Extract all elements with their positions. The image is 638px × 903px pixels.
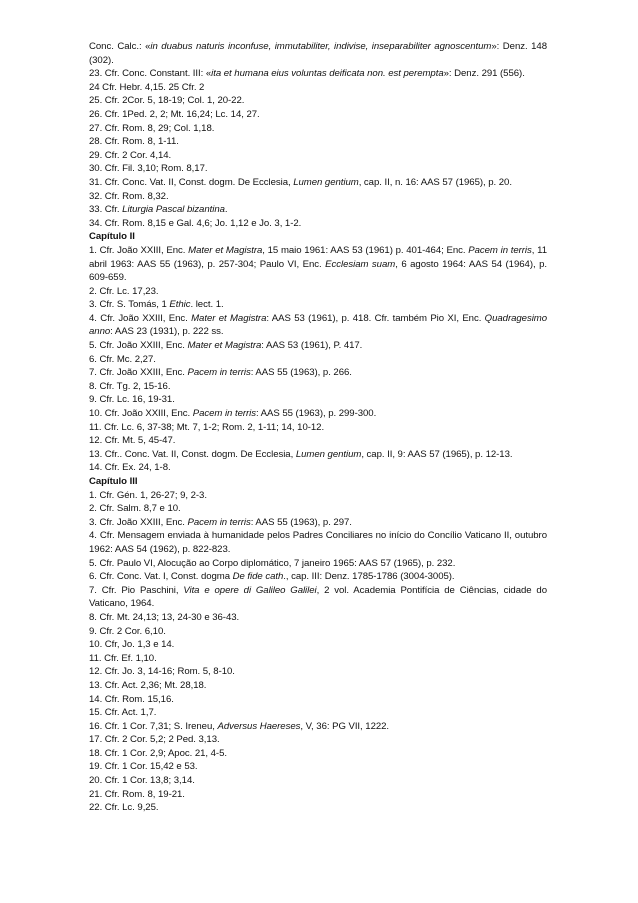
italic-title: ita et humana eius voluntas deificata non. est perempta xyxy=(211,68,444,80)
note-text: , 2 vol. Academia Pontifícia de Ciências, cidade do Vaticano, 1964. xyxy=(89,584,548,610)
note-text: , cap. II, n. 16: AAS 57 (1965), p. 20. xyxy=(358,176,512,188)
footnote-entry xyxy=(89,625,547,639)
note-text: 22. Cfr. Lc. 9,25. xyxy=(89,802,159,814)
note-text: 3. Cfr. João XXIII, Enc. xyxy=(89,516,188,528)
footnote-entry xyxy=(89,135,547,149)
note-text: 9. Cfr. Lc. 16, 19-31. xyxy=(89,394,175,406)
italic-title: Mater et Magistra xyxy=(191,312,267,324)
note-text: 18. Cfr. 1 Cor. 2,9; Apoc. 21, 4-5. xyxy=(89,747,227,759)
footnote-entry xyxy=(89,176,547,190)
note-text: . xyxy=(224,204,228,216)
note-text: 6. Cfr. Mc. 2,27. xyxy=(89,353,156,365)
italic-title: Ethic xyxy=(169,299,191,311)
chapter-heading xyxy=(89,475,547,489)
note-text: »: Denz. 291 (556). xyxy=(443,68,525,80)
footnote-entry xyxy=(89,67,547,81)
note-text: 26. Cfr. 1Ped. 2, 2; Mt. 16,24; Lc. 14, 27. xyxy=(89,108,260,120)
footnote-entry xyxy=(89,584,547,611)
italic-title: Pacem in terris xyxy=(192,408,256,420)
italic-title: Adversus Haereses xyxy=(217,720,301,732)
note-text: ., cap. III: Denz. 1785-1786 (3004-3005). xyxy=(283,571,455,583)
note-text: 8. Cfr. Mt. 24,13; 13, 24-30 e 36-43. xyxy=(89,611,240,623)
footnote-entry xyxy=(89,720,547,734)
footnote-entry xyxy=(89,217,547,231)
note-text: 14. Cfr. Ex. 24, 1-8. xyxy=(89,462,171,474)
note-text: 20. Cfr. 1 Cor. 13,8; 3,14. xyxy=(89,775,195,787)
footnote-entry xyxy=(89,81,547,95)
footnote-entry xyxy=(89,448,547,462)
footnote-entry xyxy=(89,693,547,707)
footnote-entry xyxy=(89,94,547,108)
note-text: »: Denz. 148 (302). xyxy=(89,41,547,66)
note-text: 3. Cfr. S. Tomás, 1 xyxy=(89,299,170,311)
note-text: 5. Cfr. Paulo VI, Alocução ao Corpo diplomático, 7 janeiro 1965: AAS 57 (1965), p. 232. xyxy=(89,557,456,569)
footnote-entry xyxy=(89,380,547,394)
footnote-entry xyxy=(89,489,547,503)
note-text: 10. Cfr, Jo. 1,3 e 14. xyxy=(89,639,175,651)
note-text: 7. Cfr. João XXIII, Enc. xyxy=(89,367,188,379)
note-text: 28. Cfr. Rom. 8, 1-11. xyxy=(89,136,179,148)
footnote-entry xyxy=(89,40,547,67)
footnote-entry xyxy=(89,679,547,693)
italic-title: Pacem in terris xyxy=(468,244,532,256)
italic-title: Vita e opere di Galileo Galilei xyxy=(183,584,317,596)
footnote-entry xyxy=(89,312,547,339)
footnote-entry xyxy=(89,638,547,652)
note-text: , 6 agosto 1964: AAS 54 (1964), p. 609-659. xyxy=(89,258,548,284)
footnote-entry xyxy=(89,339,547,353)
footnote-entry xyxy=(89,516,547,530)
note-text: 4. Cfr. Mensagem enviada à humanidade pelos Padres Conciliares no início do Concílio Vaticano II, outubro 1962: AAS 54 (1962), p. 822-823. xyxy=(89,530,547,555)
footnote-entry xyxy=(89,434,547,448)
notes-page xyxy=(89,40,547,815)
footnote-entry xyxy=(89,502,547,516)
footnote-entry xyxy=(89,760,547,774)
note-text: 17. Cfr. 2 Cor. 5,2; 2 Ped. 3,13. xyxy=(89,734,220,746)
note-text: Capítulo II xyxy=(89,231,135,243)
footnote-entry xyxy=(89,652,547,666)
note-text: 30. Cfr. Fil. 3,10; Rom. 8,17. xyxy=(89,163,208,175)
note-text: 2. Cfr. Salm. 8,7 e 10. xyxy=(89,503,181,515)
footnote-entry xyxy=(89,108,547,122)
footnote-entry xyxy=(89,393,547,407)
note-text: 4. Cfr. João XXIII, Enc. xyxy=(89,312,192,324)
italic-title: Pacem in terris xyxy=(187,367,251,379)
footnote-entry xyxy=(89,244,547,285)
note-text: , 11 abril 1963: AAS 55 (1963), p. 257-304; Paulo VI, Enc. xyxy=(89,244,547,270)
footnote-entry xyxy=(89,366,547,380)
italic-title: Lumen gentium xyxy=(295,448,362,460)
footnote-entry xyxy=(89,733,547,747)
footnote-entry xyxy=(89,149,547,163)
footnote-entry xyxy=(89,190,547,204)
footnote-entry xyxy=(89,162,547,176)
note-text: 13. Cfr.. Conc. Vat. II, Const. dogm. De Ecclesia, xyxy=(89,448,296,460)
note-text: 1. Cfr. João XXIII, Enc. xyxy=(89,244,189,256)
note-text: 11. Cfr. Ef. 1,10. xyxy=(89,652,157,664)
note-text: : AAS 23 (1931), p. 222 ss. xyxy=(110,326,224,338)
footnote-entry xyxy=(89,570,547,584)
note-text: 2. Cfr. Lc. 17,23. xyxy=(89,285,159,297)
note-text: 16. Cfr. 1 Cor. 7,31; S. Ireneu, xyxy=(89,720,218,732)
note-text: 19. Cfr. 1 Cor. 15,42 e 53. xyxy=(89,761,198,773)
note-text: : AAS 55 (1963), p. 299-300. xyxy=(255,408,377,420)
note-text: 1. Cfr. Gén. 1, 26-27; 9, 2-3. xyxy=(89,489,207,501)
note-text: 12. Cfr. Mt. 5, 45-47. xyxy=(89,435,176,447)
italic-title: Mater et Magistra xyxy=(187,340,262,352)
footnote-entry xyxy=(89,774,547,788)
italic-title: Ecclesiam suam xyxy=(325,258,396,270)
italic-title: Pacem in terris xyxy=(187,516,251,528)
chapter-heading xyxy=(89,230,547,244)
italic-title: Mater et Magistra xyxy=(188,244,263,256)
footnote-entry xyxy=(89,665,547,679)
footnote-entry xyxy=(89,407,547,421)
note-text: 5. Cfr. João XXIII, Enc. xyxy=(89,340,188,352)
note-text: 15. Cfr. Act. 1,7. xyxy=(89,707,157,719)
note-text: 24 Cfr. Hebr. 4,15. 25 Cfr. 2 xyxy=(89,81,205,93)
note-text: : AAS 55 (1963), p. 297. xyxy=(250,516,352,528)
note-text: : AAS 53 (1961), p. 418. Cfr. também Pio XI, Enc. xyxy=(266,312,485,324)
note-text: 25. Cfr. 2Cor. 5, 18-19; Col. 1, 20-22. xyxy=(89,95,245,107)
note-text: Conc. Calc.: « xyxy=(89,41,151,52)
footnote-entry xyxy=(89,285,547,299)
note-text: 14. Cfr. Rom. 15,16. xyxy=(89,693,174,705)
note-text: 8. Cfr. Tg. 2, 15-16. xyxy=(89,380,171,392)
note-text: 33. Cfr. xyxy=(89,204,123,216)
note-text: 10. Cfr. João XXIII, Enc. xyxy=(89,408,193,420)
footnote-entry xyxy=(89,611,547,625)
footnote-entry xyxy=(89,788,547,802)
note-text: 29. Cfr. 2 Cor. 4,14. xyxy=(89,149,172,161)
footnote-entry xyxy=(89,122,547,136)
note-text: Capítulo III xyxy=(89,476,138,487)
footnote-entry xyxy=(89,801,547,815)
note-text: 27. Cfr. Rom. 8, 29; Col. 1,18. xyxy=(89,122,215,134)
note-text: 32. Cfr. Rom. 8,32. xyxy=(89,190,169,202)
note-text: 21. Cfr. Rom. 8, 19-21. xyxy=(89,788,185,800)
note-text: 12. Cfr. Jo. 3, 14-16; Rom. 5, 8-10. xyxy=(89,666,235,678)
footnote-entry xyxy=(89,298,547,312)
note-text: 13. Cfr. Act. 2,36; Mt. 28,18. xyxy=(89,679,207,691)
italic-title: in duabus naturis inconfuse, immutabiliter, indivise, inseparabiliter agnoscentum xyxy=(150,41,492,52)
footnote-entry xyxy=(89,557,547,571)
note-text: 34. Cfr. Rom. 8,15 e Gal. 4,6; Jo. 1,12 e Jo. 3, 1-2. xyxy=(89,217,302,229)
note-text: 7. Cfr. Pio Paschini, xyxy=(89,584,184,596)
italic-title: Liturgia Pascal bizantina xyxy=(122,204,225,216)
note-text: , cap. II, 9: AAS 57 (1965), p. 12-13. xyxy=(361,448,513,460)
note-text: , V, 36: PG VII, 1222. xyxy=(300,720,390,732)
italic-title: De fide cath xyxy=(232,571,284,583)
footnote-entry xyxy=(89,529,547,556)
note-text: 11. Cfr. Lc. 6, 37-38; Mt. 7, 1-2; Rom. 2, 1-11; 14, 10-12. xyxy=(89,421,325,433)
footnote-entry xyxy=(89,706,547,720)
note-text: , 15 maio 1961: AAS 53 (1961) p. 401-464; Enc. xyxy=(262,244,469,256)
footnote-entry xyxy=(89,747,547,761)
note-text: 6. Cfr. Conc. Vat. I, Const. dogma xyxy=(89,571,233,583)
footnote-entry xyxy=(89,421,547,435)
note-text: : AAS 55 (1963), p. 266. xyxy=(250,367,352,379)
footnote-entry xyxy=(89,203,547,217)
note-text: : AAS 53 (1961), P. 417. xyxy=(261,340,363,352)
footnote-entry xyxy=(89,353,547,367)
footnote-entry xyxy=(89,461,547,475)
note-text: 23. Cfr. Conc. Constant. III: « xyxy=(89,68,212,80)
note-text: 9. Cfr. 2 Cor. 6,10. xyxy=(89,625,166,637)
note-text: 31. Cfr. Conc. Vat. II, Const. dogm. De Ecclesia, xyxy=(89,176,294,188)
italic-title: Lumen gentium xyxy=(293,176,359,188)
italic-title: Quadragesimo anno xyxy=(89,312,547,338)
note-text: . lect. 1. xyxy=(190,299,224,311)
